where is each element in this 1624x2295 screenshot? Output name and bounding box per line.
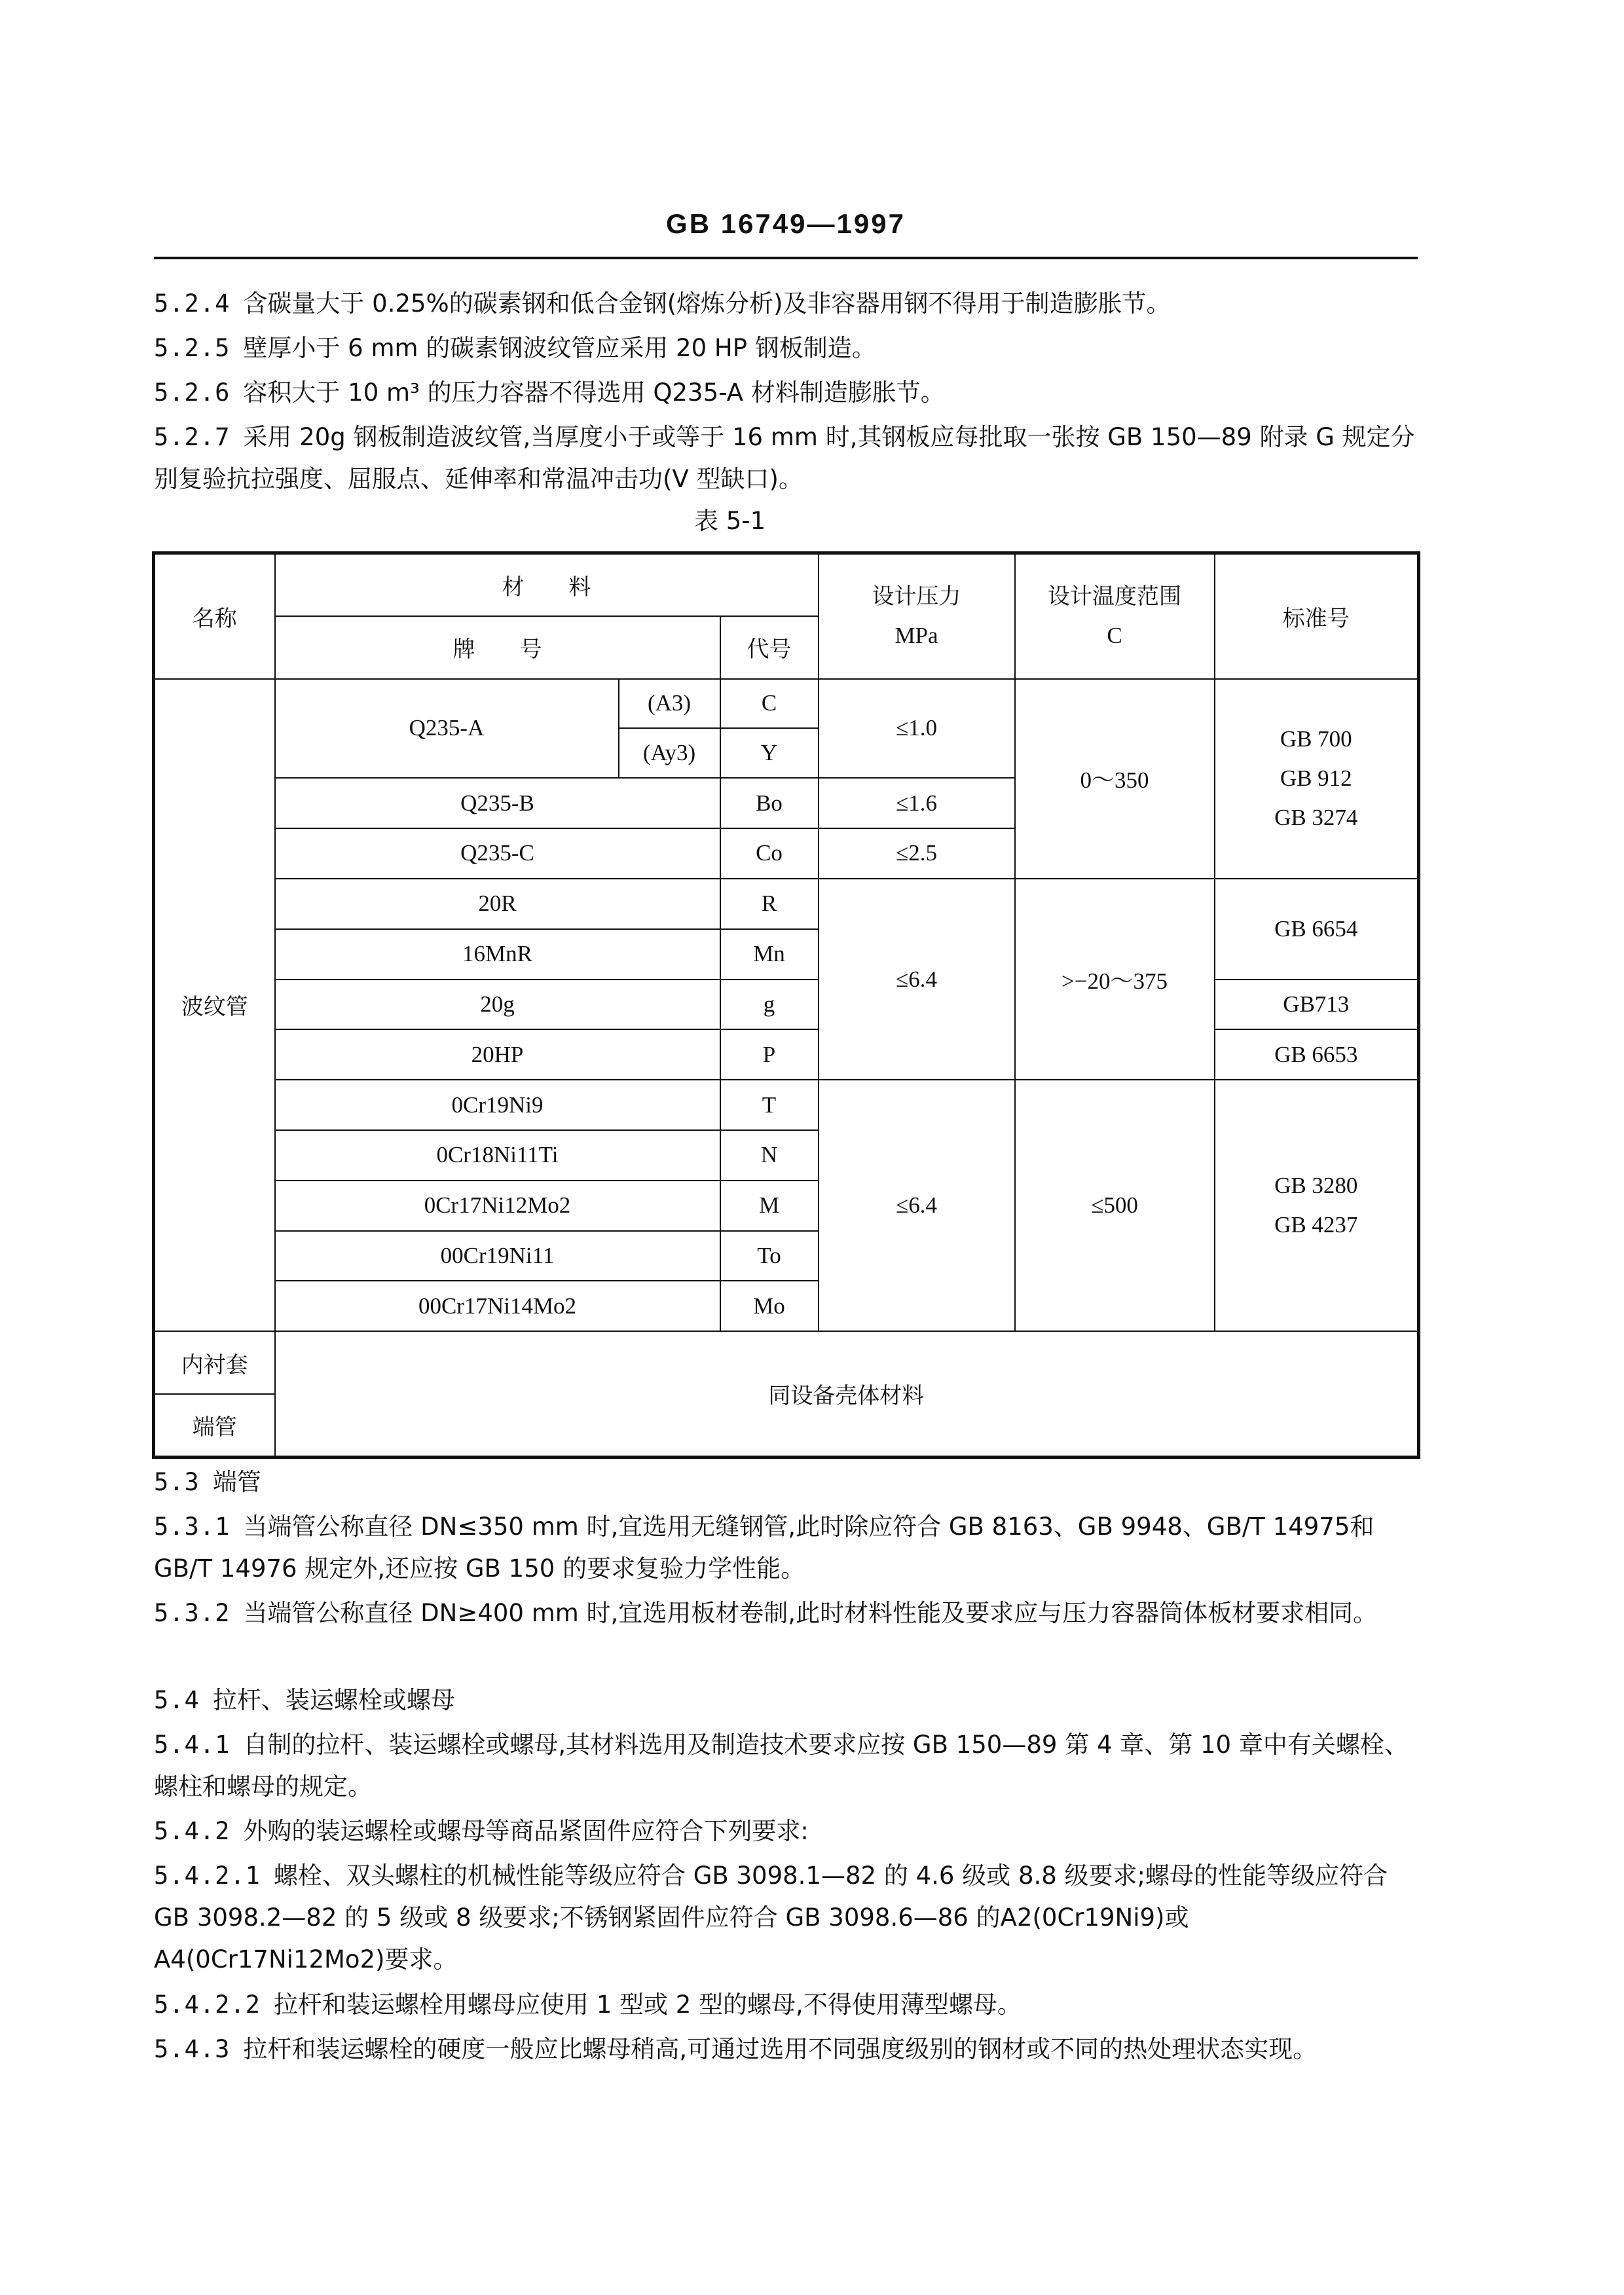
grade-0cr18ni11ti: 0Cr18Ni11Ti [275, 1130, 720, 1181]
standard-gb3274: GB 3274 [1274, 805, 1358, 831]
clause-text: 当端管公称直径 DN≤350 mm 时,宜选用无缝钢管,此时除应符合 GB 8163、GB 9948、GB/T 14975和 GB/T 14976 规定外,还应按 GB 150 的要求复验力学性能。 [154, 1513, 1375, 1583]
clause-number: 5.2.7 [154, 423, 231, 451]
header-design-temp [1015, 553, 1215, 679]
clause-5-2-4 [154, 283, 1418, 325]
grade-q235b: Q235-B [275, 778, 720, 828]
grade-20g: 20g [275, 980, 720, 1030]
standards-group1 [1215, 679, 1419, 879]
clause-text: 拉杆和装运螺栓的硬度一般应比螺母稍高,可通过选用不同强度级别的钢材或不同的热处理状态实现。 [243, 2035, 1318, 2063]
code-y: Y [720, 728, 819, 778]
grade-q235a: Q235-A [275, 679, 619, 779]
clause-5-2-7 [154, 416, 1418, 500]
clause-5-3-1 [154, 1506, 1418, 1590]
header-temp-label: 设计温度范围 [1048, 583, 1181, 610]
code-p: P [720, 1029, 819, 1080]
header-temp-unit: C [1107, 623, 1122, 649]
standard-gb912: GB 912 [1280, 765, 1352, 792]
clause-number: 5.3.1 [154, 1513, 231, 1541]
clause-number: 5.3 [154, 1468, 200, 1496]
grade-q235a-ay3: (Ay3) [619, 728, 720, 778]
clause-5-2-6 [154, 372, 1418, 414]
clause-number: 5.4.1 [154, 1731, 231, 1759]
section-5-4 [154, 1680, 1418, 1721]
end-pipe-label: 端管 [154, 1394, 275, 1457]
code-co: Co [720, 828, 819, 879]
standard-gb700: GB 700 [1280, 726, 1352, 752]
code-g: g [720, 980, 819, 1030]
code-n: N [720, 1130, 819, 1181]
code-c: C [720, 679, 819, 729]
standard-gb713: GB713 [1215, 980, 1419, 1030]
bellows-label: 波纹管 [154, 679, 275, 1332]
grade-q235c: Q235-C [275, 828, 720, 879]
clause-text: 外购的装运螺栓或螺母等商品紧固件应符合下列要求: [243, 1817, 809, 1845]
header-rule [154, 257, 1418, 259]
header-pressure-label: 设计压力 [872, 583, 961, 610]
grade-20r: 20R [275, 879, 720, 929]
clause-text: 容积大于 10 m³ 的压力容器不得选用 Q235-A 材料制造膨胀节。 [243, 378, 945, 407]
header-design-pressure [819, 553, 1015, 679]
grade-0cr19ni9: 0Cr19Ni9 [275, 1080, 720, 1130]
clause-text: 拉杆和装运螺栓用螺母应使用 1 型或 2 型的螺母,不得使用薄型螺母。 [273, 1991, 1022, 2019]
clause-number: 5.4 [154, 1686, 200, 1714]
standard-number-header: GB 16749—1997 [666, 208, 906, 239]
liner-label: 内衬套 [154, 1331, 275, 1394]
code-r: R [720, 879, 819, 929]
code-to: To [720, 1231, 819, 1281]
grade-00cr19ni11: 00Cr19Ni11 [275, 1231, 720, 1281]
clause-5-2-5 [154, 327, 1418, 369]
standard-gb3280: GB 3280 [1274, 1173, 1358, 1199]
clause-number: 5.2.4 [154, 289, 231, 318]
clause-number: 5.4.2.2 [154, 1991, 261, 2019]
clause-5-3-2 [154, 1592, 1418, 1634]
header-material: 材 料 [275, 553, 819, 616]
grade-00cr17ni14mo2: 00Cr17Ni14Mo2 [275, 1281, 720, 1331]
clause-5-4-2-2 [154, 1984, 1418, 2026]
header-standard: 标准号 [1215, 553, 1419, 679]
clause-5-4-2 [154, 1810, 1418, 1852]
pressure-group3: ≤6.4 [819, 1080, 1015, 1331]
clause-number: 5.3.2 [154, 1599, 231, 1627]
grade-q235a-a3: (A3) [619, 679, 720, 729]
materials-table [152, 551, 1420, 1459]
header-name: 名称 [154, 553, 275, 679]
clause-text: 螺栓、双头螺柱的机械性能等级应符合 GB 3098.1—82 的 4.6 级或 8.8 级要求;螺母的性能等级应符合 GB 3098.2—82 的 5 级或 8 级要求;不锈钢紧固件应符合 GB 3098.6—86 的A2(0Cr19Ni9)或 A4(0Cr17Ni12Mo2)要求。 [154, 1862, 1388, 1974]
clause-text: 当端管公称直径 DN≥400 mm 时,宜选用板材卷制,此时材料性能及要求应与压力容器筒体板材要求相同。 [243, 1599, 1378, 1627]
header-code: 代号 [720, 616, 819, 679]
standard-gb4237: GB 4237 [1274, 1212, 1358, 1238]
code-t: T [720, 1080, 819, 1130]
clause-text: 含碳量大于 0.25%的碳素钢和低合金钢(熔炼分析)及非容器用钢不得用于制造膨胀节。 [243, 289, 1171, 318]
temp-range-group3: ≤500 [1015, 1080, 1215, 1331]
temp-range-group1: 0～350 [1015, 679, 1215, 879]
code-bo: Bo [720, 778, 819, 828]
clause-text: 壁厚小于 6 mm 的碳素钢波纹管应采用 20 HP 钢板制造。 [243, 334, 876, 362]
clause-text: 端管 [212, 1468, 261, 1496]
clause-number: 5.4.2 [154, 1817, 231, 1845]
table-caption: 表 5-1 [694, 507, 766, 535]
grade-0cr17ni12mo2: 0Cr17Ni12Mo2 [275, 1181, 720, 1231]
section-5-3 [154, 1461, 1418, 1503]
clause-text: 自制的拉杆、装运螺栓或螺母,其材料选用及制造技术要求应按 GB 150—89 第 4 章、第 10 章中有关螺栓、螺柱和螺母的规定。 [154, 1731, 1409, 1801]
header-grade: 牌 号 [275, 616, 720, 679]
clause-text: 拉杆、装运螺栓或螺母 [212, 1686, 455, 1714]
grade-16mnr: 16MnR [275, 929, 720, 980]
clause-5-4-2-1 [154, 1855, 1418, 1981]
clause-text: 采用 20g 钢板制造波纹管,当厚度小于或等于 16 mm 时,其钢板应每批取一张按 GB 150—89 附录 G 规定分别复验抗拉强度、屈服点、延伸率和常温冲击功(V 型缺口)。 [154, 423, 1415, 493]
clause-5-4-3 [154, 2029, 1418, 2070]
code-mn: Mn [720, 929, 819, 980]
code-m: M [720, 1181, 819, 1231]
header-pressure-unit: MPa [895, 623, 938, 649]
same-as-shell-material: 同设备壳体材料 [275, 1331, 1419, 1457]
pressure-q235b: ≤1.6 [819, 778, 1015, 828]
clause-number: 5.2.6 [154, 378, 231, 407]
standards-group3 [1215, 1080, 1419, 1331]
temp-range-group2: >−20～375 [1015, 879, 1215, 1080]
pressure-q235a: ≤1.0 [819, 679, 1015, 779]
pressure-q235c: ≤2.5 [819, 828, 1015, 879]
standard-gb6653: GB 6653 [1215, 1029, 1419, 1080]
clause-number: 5.4.2.1 [154, 1862, 261, 1890]
clause-number: 5.2.5 [154, 334, 231, 362]
clause-5-4-1 [154, 1724, 1418, 1808]
clause-number: 5.4.3 [154, 2035, 231, 2063]
code-mo: Mo [720, 1281, 819, 1331]
pressure-group2: ≤6.4 [819, 879, 1015, 1080]
grade-20hp: 20HP [275, 1029, 720, 1080]
standard-gb6654: GB 6654 [1215, 879, 1419, 980]
